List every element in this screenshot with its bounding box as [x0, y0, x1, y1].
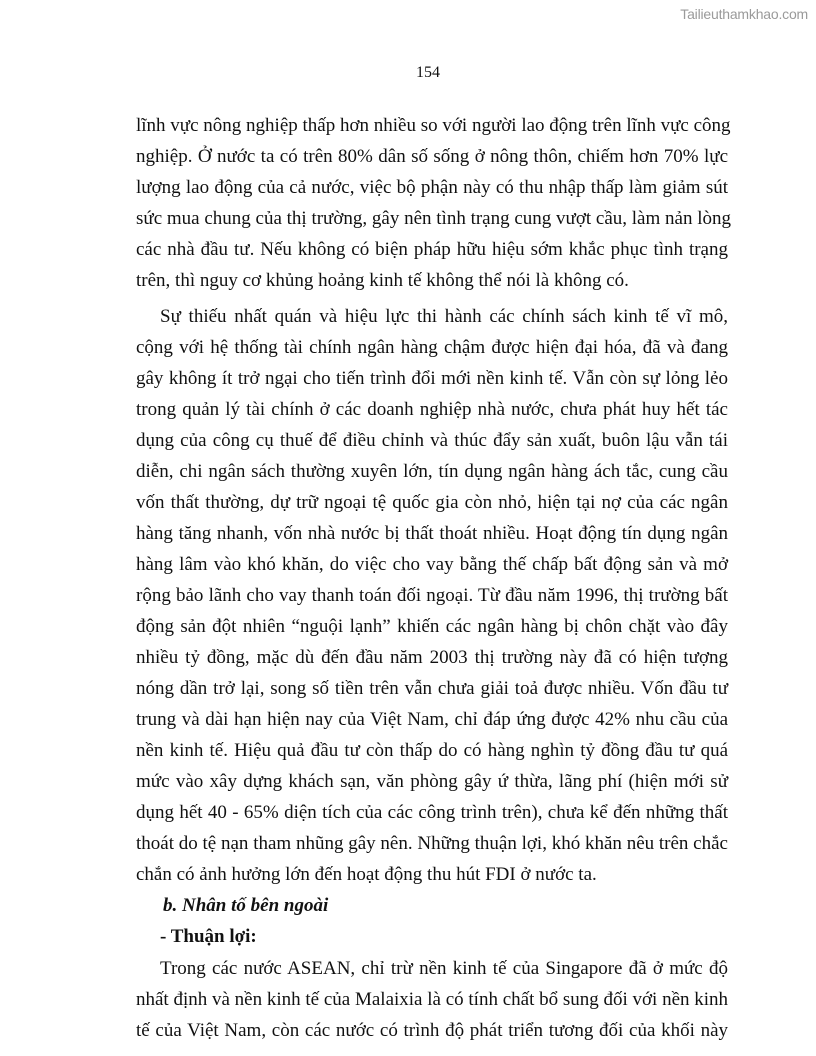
text-line: trung và dài hạn hiện nay của Việt Nam, chỉ đáp ứng được 42% nhu cầu của — [136, 709, 728, 730]
text-line: Trong các nước ASEAN, chỉ trừ nền kinh tế của Singapore đã ở mức độ — [160, 958, 728, 979]
text-line: Sự thiếu nhất quán và hiệu lực thi hành các chính sách kinh tế vĩ mô, — [160, 306, 728, 327]
text-line: sức mua chung của thị trường, gây nên tình trạng cung vượt cầu, làm nản lòng — [136, 208, 731, 229]
text-line: nóng dần trở lại, song số tiền trên vẫn chưa giải toả được nhiều. Vốn đầu tư — [136, 678, 728, 699]
text-line: hàng lâm vào khó khăn, do việc cho vay bằng thế chấp bất động sản và mở — [136, 554, 728, 575]
text-line: vốn thất thường, dự trữ ngoại tệ quốc gia còn nhỏ, hiện tại nợ của các ngân — [136, 492, 728, 513]
text-line: lượng lao động của cả nước, việc bộ phận này có thu nhập thấp làm giảm sút — [136, 177, 728, 198]
text-line: các nhà đầu tư. Nếu không có biện pháp hữu hiệu sớm khắc phục tình trạng — [136, 239, 728, 260]
text-line: trong quản lý tài chính ở các doanh nghiệp nhà nước, chưa phát huy hết tác — [136, 399, 728, 420]
text-line: mức vào xây dựng khách sạn, văn phòng gây ứ thừa, lãng phí (hiện mới sử — [136, 771, 728, 792]
text-line: gây không ít trở ngại cho tiến trình đổi mới nền kinh tế. Vẫn còn sự lỏng lẻo — [136, 368, 728, 389]
text-line: trên, thì nguy cơ khủng hoảng kinh tế không thể nói là không có. — [136, 270, 629, 291]
text-line: chắn có ảnh hưởng lớn đến hoạt động thu hút FDI ở nước ta. — [136, 864, 597, 885]
section-heading: b. Nhân tố bên ngoài — [163, 895, 329, 916]
text-line: động sản đột nhiên “nguội lạnh” khiến các ngân hàng bị chôn chặt vào đây — [136, 616, 728, 637]
page-number: 154 — [416, 64, 440, 81]
subheading: - Thuận lợi: — [160, 926, 257, 947]
text-line: tế của Việt Nam, còn các nước có trình độ phát triển tương đối của khối này — [136, 1020, 728, 1041]
text-line: cộng với hệ thống tài chính ngân hàng chậm được hiện đại hóa, đã và đang — [136, 337, 728, 358]
text-line: rộng bảo lãnh cho vay thanh toán đối ngoại. Từ đầu năm 1996, thị trường bất — [136, 585, 728, 606]
text-line: nền kinh tế. Hiệu quả đầu tư còn thấp do có hàng nghìn tỷ đồng đầu tư quá — [136, 740, 728, 761]
watermark: Tailieuthamkhao.com — [680, 6, 808, 22]
text-line: thoát do tệ nạn tham nhũng gây nên. Những thuận lợi, khó khăn nêu trên chắc — [136, 833, 728, 854]
text-line: diễn, chi ngân sách thường xuyên lớn, tín dụng ngân hàng ách tắc, cung cầu — [136, 461, 728, 482]
text-line: dụng của công cụ thuế để điều chỉnh và thúc đẩy sản xuất, buôn lậu vẫn tái — [136, 430, 728, 451]
text-line: lĩnh vực nông nghiệp thấp hơn nhiều so với người lao động trên lĩnh vực công — [136, 115, 731, 136]
text-line: nhất định và nền kinh tế của Malaixia là có tính chất bổ sung đối với nền kinh — [136, 989, 729, 1010]
text-line: hàng tăng nhanh, vốn nhà nước bị thất thoát nhiều. Hoạt động tín dụng ngân — [136, 523, 728, 544]
text-line: dụng hết 40 - 65% diện tích của các công trình trên), chưa kể đến những thất — [136, 802, 728, 823]
text-line: nghiệp. Ở nước ta có trên 80% dân số sống ở nông thôn, chiếm hơn 70% lực — [136, 146, 728, 167]
text-line: nhiều tỷ đồng, mặc dù đến đầu năm 2003 thị trường này đã có hiện tượng — [136, 647, 728, 668]
